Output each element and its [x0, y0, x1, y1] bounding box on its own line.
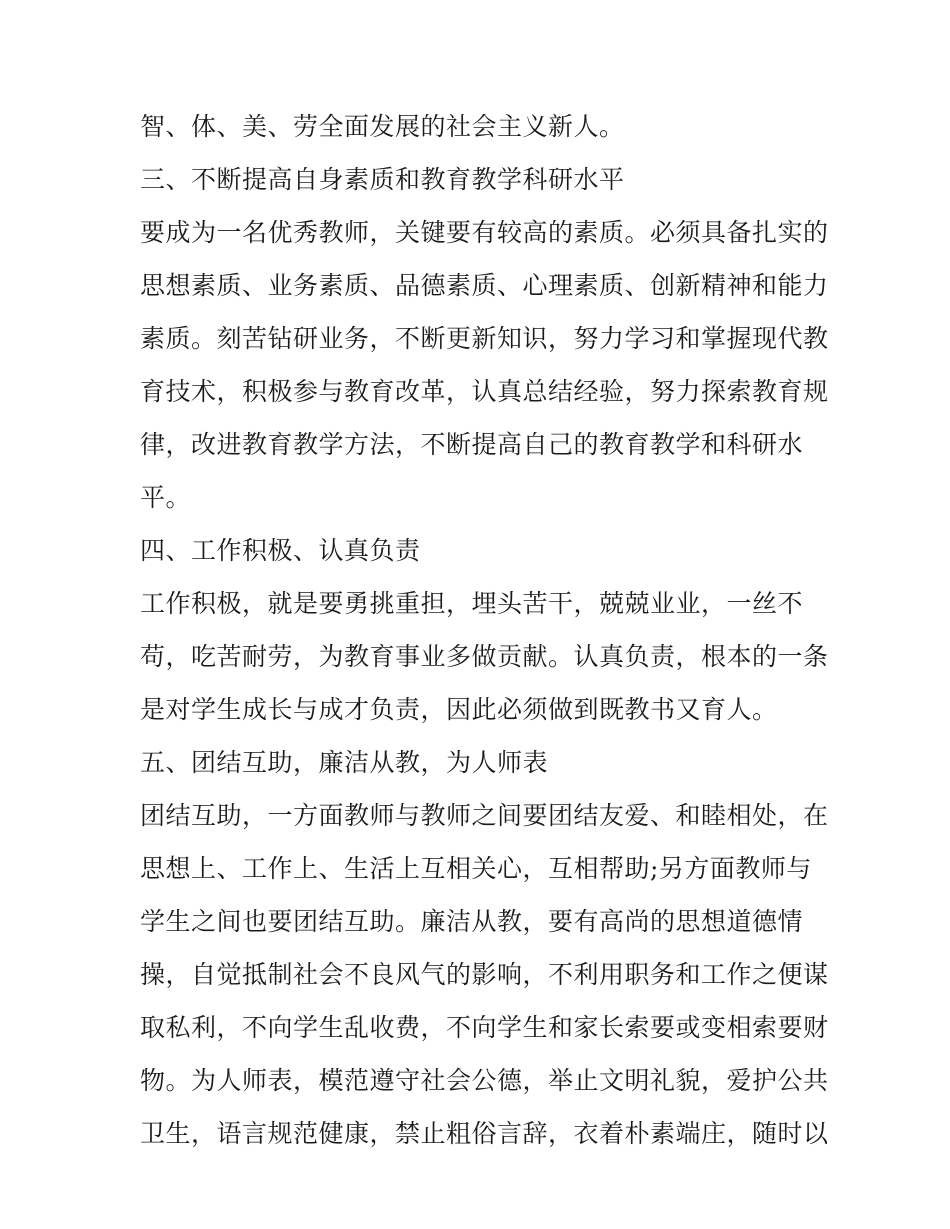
text-line: 物。为人师表，模范遵守社会公德，举止文明礼貌，爱护公共: [140, 1066, 829, 1095]
text-line: 律，改进教育教学方法，不断提高自己的教育教学和科研水: [140, 430, 804, 459]
section-heading-5: 五、团结互助，廉洁从教，为人师表: [140, 748, 549, 777]
text-line: 操，自觉抵制社会不良风气的影响，不利用职务和工作之便谋: [140, 960, 829, 989]
text-line: 学生之间也要团结互助。廉洁从教，要有高尚的思想道德情: [140, 907, 804, 936]
text-line: 是对学生成长与成才负责，因此必须做到既教书又育人。: [140, 695, 778, 724]
text-line: 思想上、工作上、生活上互相关心，互相帮助;另方面教师与: [140, 854, 812, 883]
text-line: 取私利，不向学生乱收费，不向学生和家长索要或变相索要财: [140, 1013, 829, 1042]
section-heading-4: 四、工作积极、认真负责: [140, 536, 421, 565]
text-line: 平。: [140, 483, 192, 512]
text-line: 苟，吃苦耐劳，为教育事业多做贡献。认真负责，根本的一条: [140, 642, 829, 671]
text-line: 育技术，积极参与教育改革，认真总结经验，努力探索教育规: [140, 377, 829, 406]
text-line: 思想素质、业务素质、品德素质、心理素质、创新精神和能力: [140, 271, 829, 300]
text-line: 卫生，语言规范健康，禁止粗俗言辞，衣着朴素端庄，随时以: [140, 1119, 829, 1148]
text-line: 工作积极，就是要勇挑重担，埋头苦干，兢兢业业，一丝不: [140, 589, 804, 618]
text-line: 团结互助，一方面教师与教师之间要团结友爱、和睦相处，在: [140, 801, 829, 830]
text-line: 智、体、美、劳全面发展的社会主义新人。: [140, 112, 625, 141]
section-heading-3: 三、不断提高自身素质和教育教学科研水平: [140, 165, 625, 194]
text-line: 要成为一名优秀教师，关键要有较高的素质。必须具备扎实的: [140, 218, 829, 247]
text-line: 素质。刻苦钻研业务，不断更新知识，努力学习和掌握现代教: [140, 324, 829, 353]
